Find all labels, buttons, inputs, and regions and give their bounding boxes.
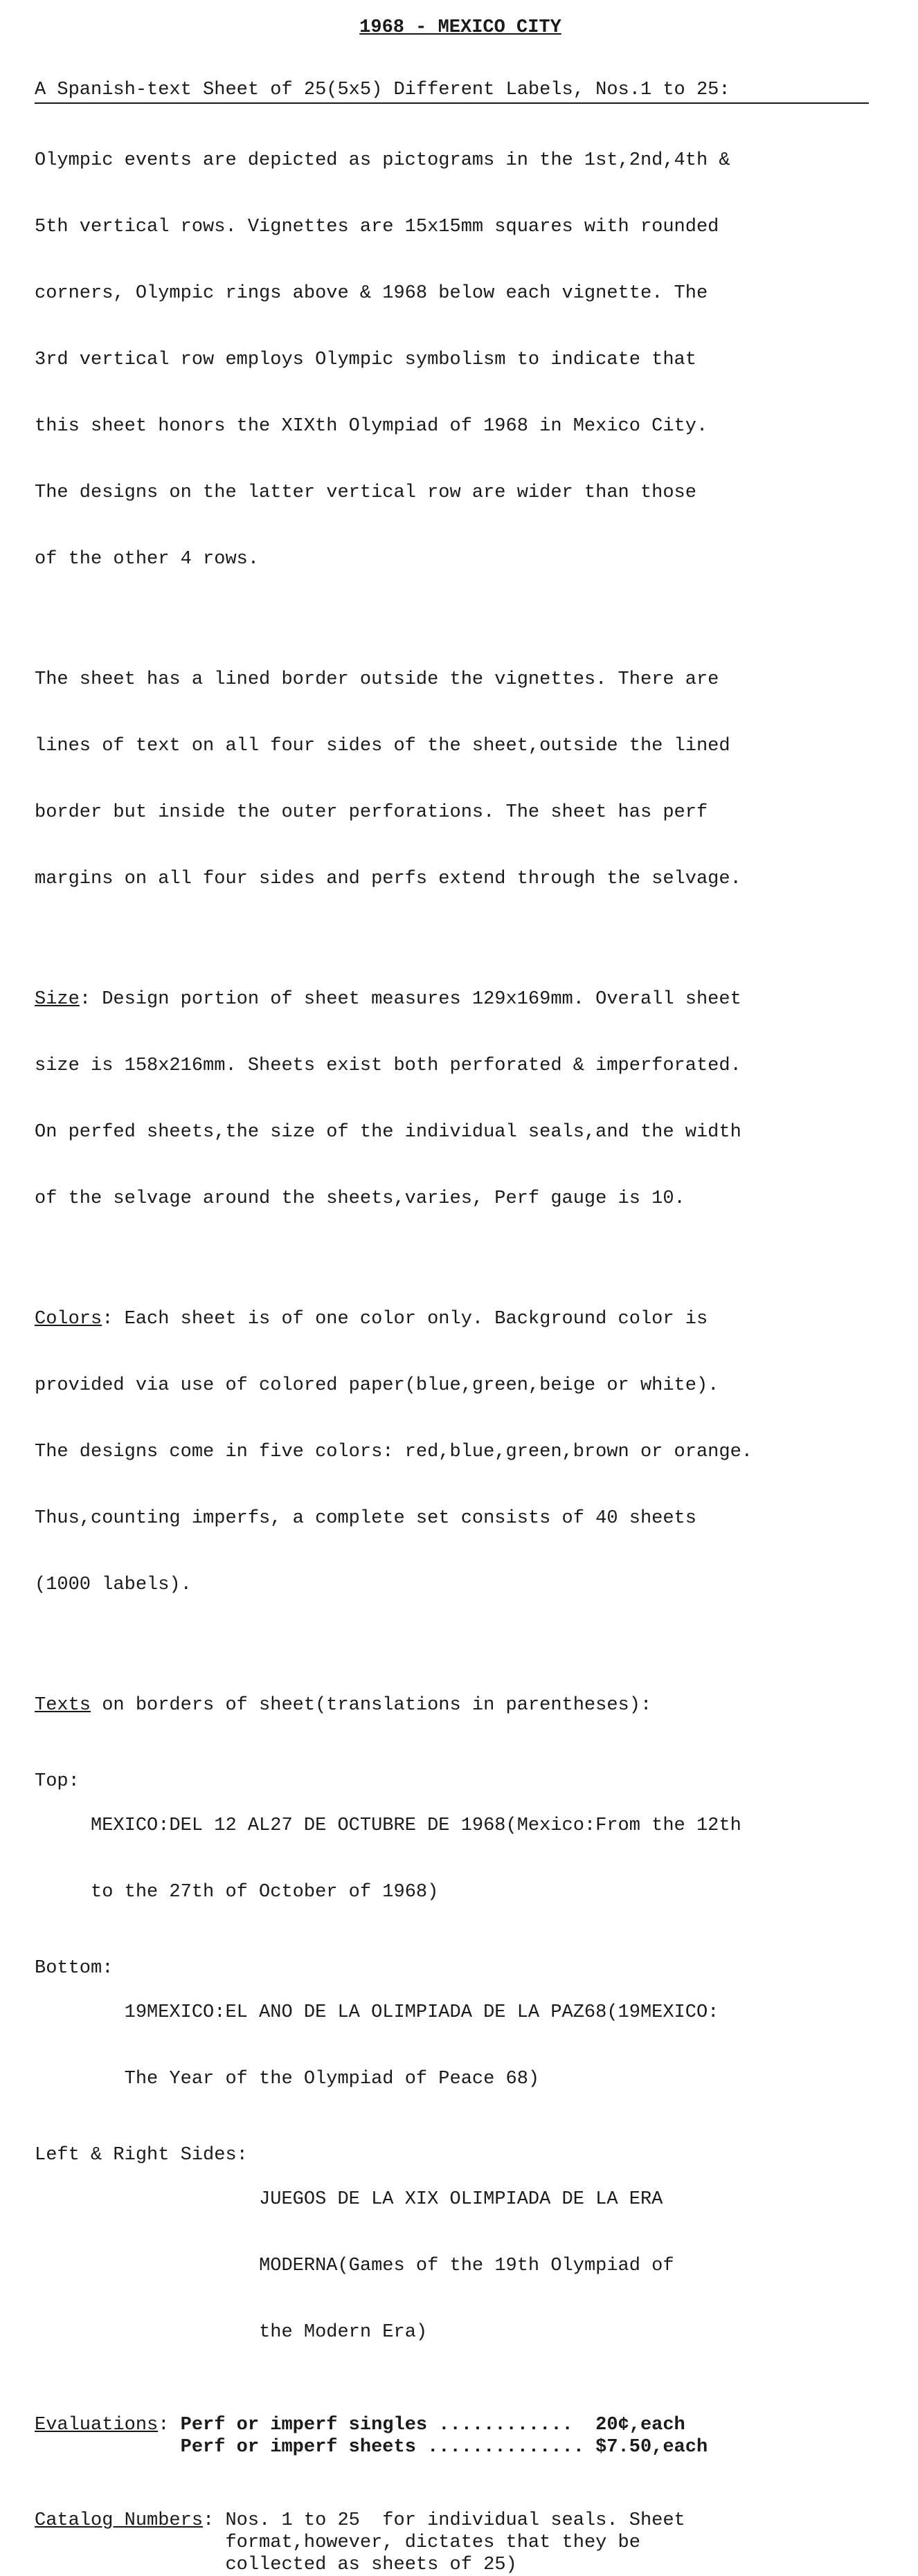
top-line: to the 27th of October of 1968)	[91, 1882, 439, 1903]
colors-line: (1000 labels).	[35, 1575, 192, 1595]
sides-line: JUEGOS DE LA XIX OLIMPIADA DE LA ERA	[259, 2189, 663, 2210]
bottom-line: 19MEXICO:EL ANO DE LA OLIMPIADA DE LA PAZ68(19MEXICO:	[124, 2002, 719, 2023]
sides-line: the Modern Era)	[259, 2322, 428, 2343]
colors-first-line: : Each sheet is of one color only. Background color is	[102, 1309, 708, 1330]
sides-line: MODERNA(Games of the 19th Olympiad of	[259, 2256, 674, 2276]
intro-line: 5th vertical rows. Vignettes are 15x15mm squares with rounded	[35, 217, 719, 237]
document-page	[35, 17, 900, 2576]
intro-line: Olympic events are depicted as pictograms in the 1st,2nd,4th &	[35, 150, 730, 171]
size-line: On perfed sheets,the size of the individual seals,and the width	[35, 1122, 741, 1143]
top-line: MEXICO:DEL 12 AL27 DE OCTUBRE DE 1968(Mexico:From the 12th	[91, 1815, 741, 1836]
catalog-section	[35, 2510, 900, 2576]
border-line: margins on all four sides and perfs extend through the selvage.	[35, 869, 741, 889]
colors-paragraph	[35, 1264, 900, 1640]
border-paragraph	[35, 624, 900, 934]
size-label: Size	[35, 989, 80, 1010]
bottom-line: The Year of the Olympiad of Peace 68)	[124, 2069, 540, 2089]
catalog-colon: :	[203, 2510, 226, 2531]
colors-label: Colors	[35, 1309, 102, 1330]
evaluation-row: Perf or imperf singles ............ 20¢,each	[180, 2415, 685, 2436]
evaluations-colon: :	[158, 2415, 181, 2436]
intro-paragraph	[35, 105, 900, 615]
bottom-label: Bottom:	[35, 1958, 125, 1979]
intro-line: corners, Olympic rings above & 1968 below each vignette. The	[35, 283, 708, 304]
colors-line: The designs come in five colors: red,blue,green,brown or orange.	[35, 1442, 753, 1462]
size-paragraph	[35, 944, 900, 1254]
texts-paragraph	[35, 1650, 900, 1761]
evaluations-section	[35, 2414, 900, 2458]
intro-line: this sheet honors the XIXth Olympiad of 1968 in Mexico City.	[35, 416, 708, 437]
evaluation-row: Perf or imperf sheets .............. $7.50,each	[180, 2437, 708, 2458]
top-label: Top:	[35, 1771, 91, 1792]
intro-line: The designs on the latter vertical row are wider than those	[35, 482, 696, 503]
intro-line: of the other 4 rows.	[35, 549, 260, 570]
top-text-entry	[35, 1770, 900, 1948]
sides-label: Left & Right Sides:	[35, 2145, 260, 2166]
evaluations-label: Evaluations	[35, 2415, 159, 2436]
section-heading: A Spanish-text Sheet of 25(5x5) Different Labels, Nos.1 to 25:	[35, 79, 869, 104]
colors-line: Thus,counting imperfs, a complete set consists of 40 sheets	[35, 1508, 696, 1529]
catalog-label: Catalog Numbers	[35, 2510, 204, 2531]
catalog-line: collected as sheets of 25)	[225, 2555, 517, 2575]
size-line: size is 158x216mm. Sheets exist both perforated & imperforated.	[35, 1055, 741, 1076]
border-line: border but inside the outer perforations. The sheet has perf	[35, 802, 708, 823]
size-line: of the selvage around the sheets,varies, Perf gauge is 10.	[35, 1188, 685, 1209]
intro-line: 3rd vertical row employs Olympic symbolism to indicate that	[35, 350, 696, 370]
border-line: The sheet has a lined border outside the vignettes. There are	[35, 669, 719, 690]
catalog-line: Nos. 1 to 25 for individual seals. Sheet	[225, 2510, 685, 2531]
size-first-line: : Design portion of sheet measures 129x169mm. Overall sheet	[79, 989, 741, 1010]
page-title: 1968 - MEXICO CITY	[359, 17, 561, 38]
catalog-line: format,however, dictates that they be	[225, 2532, 640, 2553]
texts-label: Texts	[35, 1695, 91, 1716]
bottom-text-entry	[35, 1957, 900, 2134]
border-line: lines of text on all four sides of the sheet,outside the lined	[35, 736, 730, 756]
sides-text-entry	[35, 2144, 900, 2388]
colors-line: provided via use of colored paper(blue,green,beige or white).	[35, 1375, 719, 1396]
texts-rest: on borders of sheet(translations in parentheses):	[91, 1695, 652, 1716]
